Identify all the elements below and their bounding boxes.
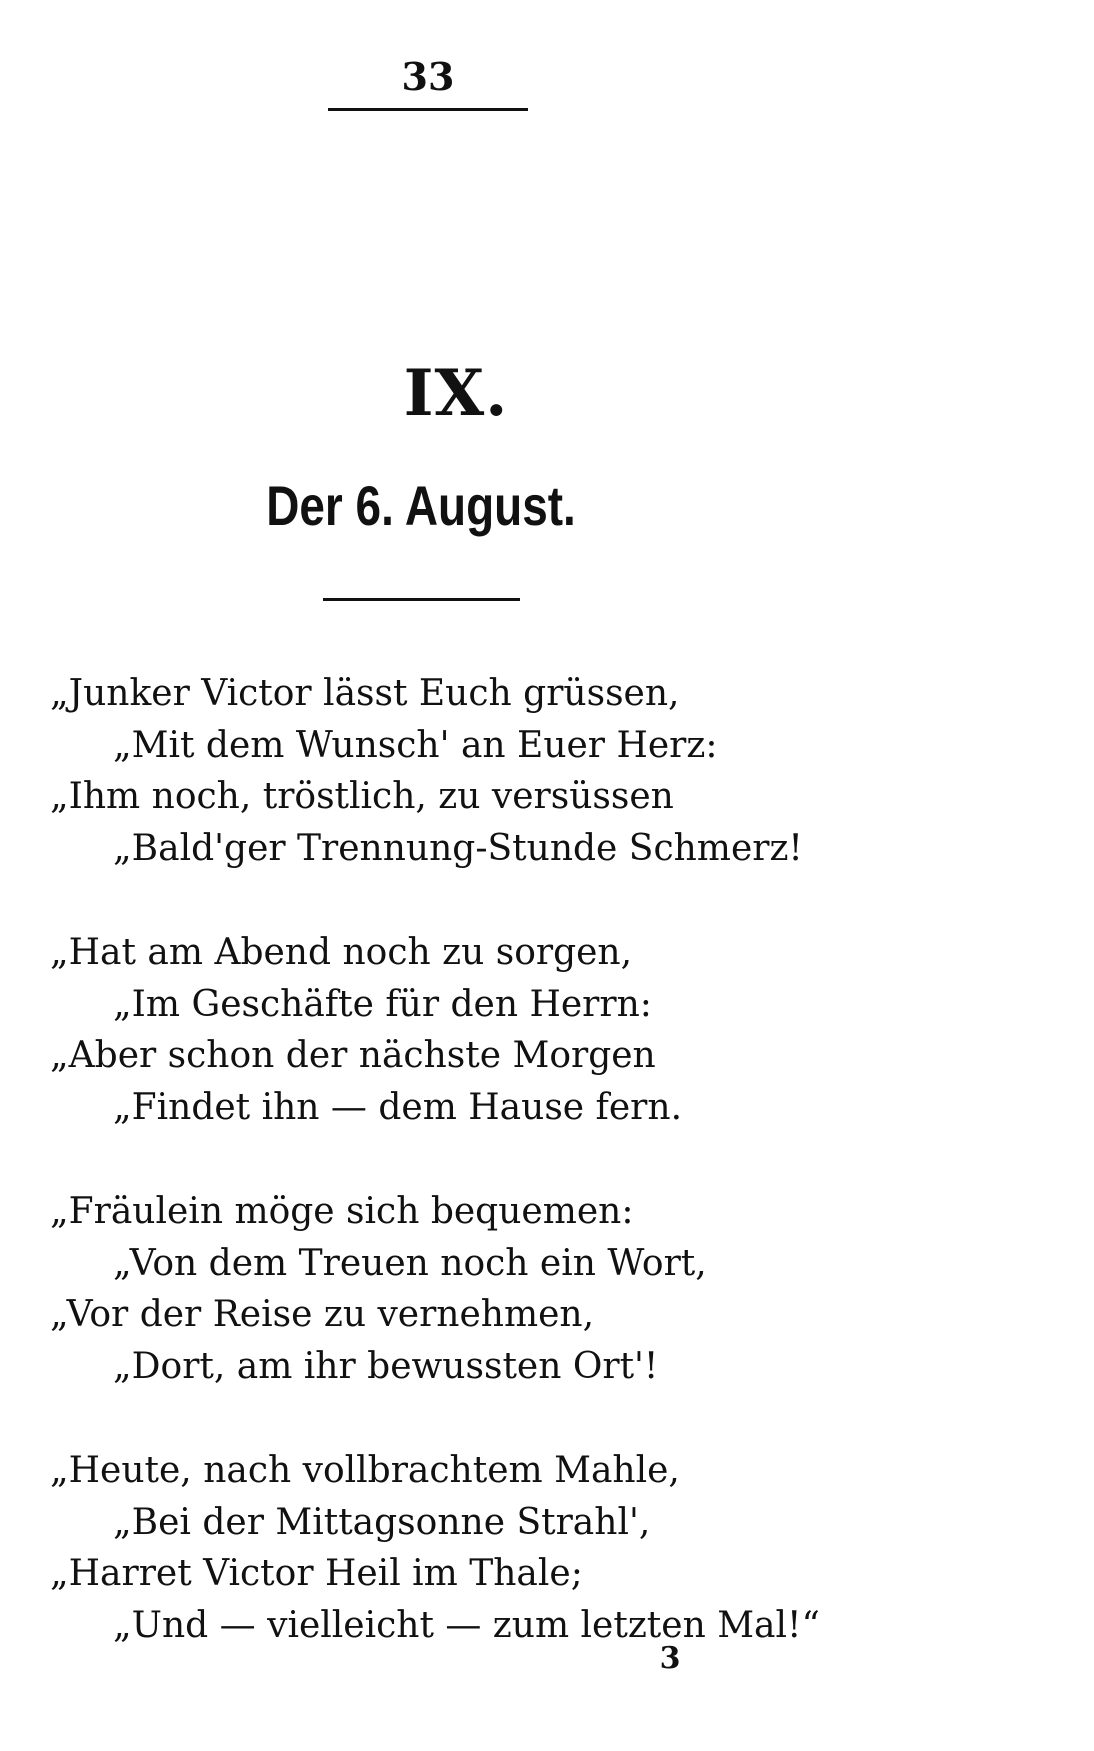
verse-line: „Junker Victor lässt Euch grüssen,	[50, 673, 680, 714]
stanza-4	[0, 1445, 1094, 1651]
stanza-1	[0, 668, 1094, 874]
verse-line: „Vor der Reise zu vernehmen,	[50, 1294, 595, 1335]
page-number: 33	[401, 54, 455, 99]
verse-line: „Fräulein möge sich bequemen:	[50, 1191, 634, 1232]
verse-line: „Dort, am ihr bewussten Ort'!	[113, 1345, 659, 1387]
chapter-title: Der 6. August.	[266, 474, 576, 537]
verse-line: „Hat am Abend noch zu sorgen,	[50, 932, 633, 973]
poem	[0, 668, 1094, 1704]
header-rule	[328, 108, 528, 111]
verse-line: „Heute, nach vollbrachtem Mahle,	[50, 1450, 680, 1491]
signature-mark: 3	[659, 1641, 681, 1676]
verse-line: „Bald'ger Trennung-Stunde Schmerz!	[113, 827, 803, 869]
verse-line: „Mit dem Wunsch' an Euer Herz:	[113, 724, 718, 766]
title-divider	[323, 598, 520, 601]
chapter-number: IX.	[403, 356, 509, 431]
verse-line: „Von dem Treuen noch ein Wort,	[113, 1242, 707, 1284]
stanza-3	[0, 1186, 1094, 1392]
verse-line: „Harret Victor Heil im Thale;	[50, 1553, 583, 1594]
verse-line: „Bei der Mittagsonne Strahl',	[113, 1501, 651, 1543]
verse-line: „Ihm noch, tröstlich, zu versüssen	[50, 776, 674, 817]
verse-line: „Findet ihn — dem Hause fern.	[113, 1086, 683, 1128]
stanza-2	[0, 927, 1094, 1133]
verse-line: „Und — vielleicht — zum letzten Mal!“	[113, 1604, 820, 1646]
verse-line: „Aber schon der nächste Morgen	[50, 1035, 656, 1076]
verse-line: „Im Geschäfte für den Herrn:	[113, 983, 652, 1025]
